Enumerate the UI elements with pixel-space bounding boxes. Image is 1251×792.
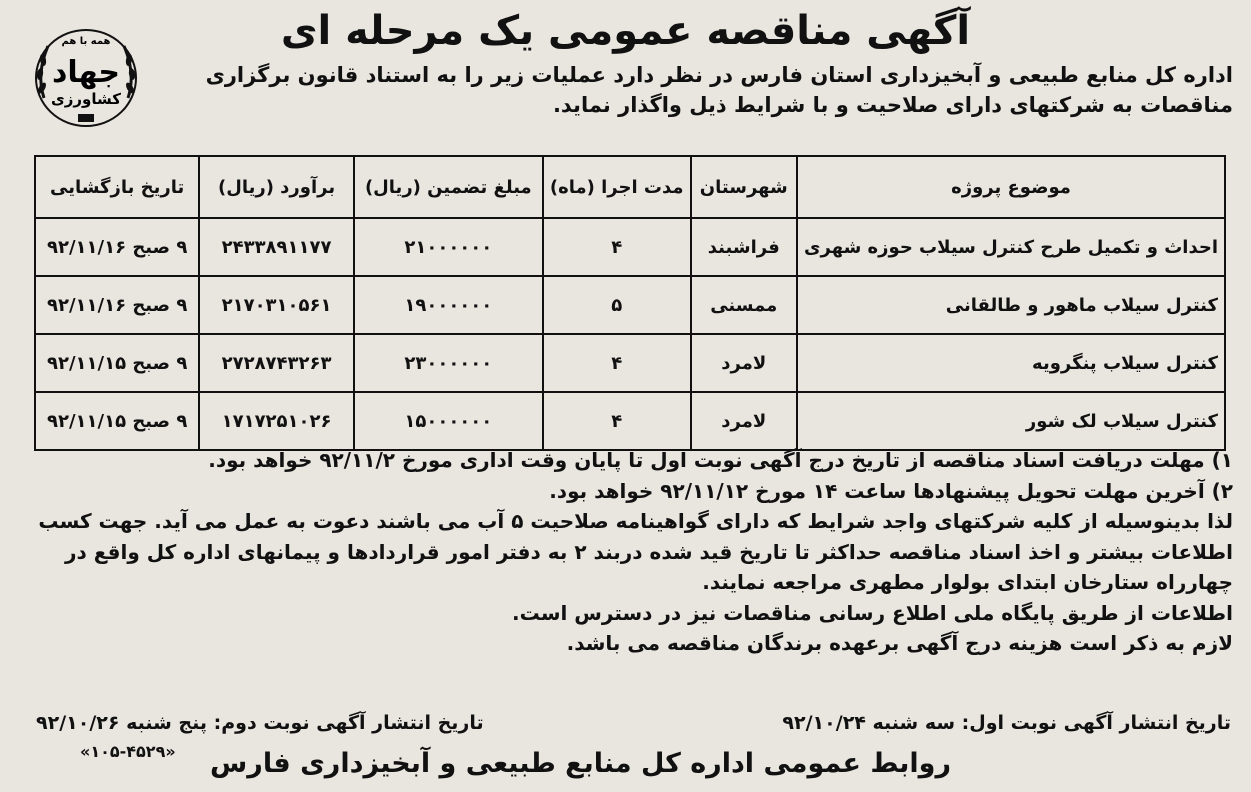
first-publication-date: تاریخ انتشار آگهی نوبت اول: سه شنبه ۹۲/۱۰/۲۴: [782, 712, 1231, 734]
header-estimate: برآورد (ریال): [199, 156, 353, 218]
notes-section: [28, 445, 1233, 659]
cell-duration: ۴: [543, 218, 691, 276]
header-subject: موضوع پروژه: [797, 156, 1225, 218]
note-item: ۱) مهلت دریافت اسناد مناقصه از تاریخ درج آگهی نوبت اول تا پایان وقت اداری مورخ ۹۲/۱۱/۲ خواهد بود.: [208, 448, 1233, 472]
note-item: ۲) آخرین مهلت تحویل پیشنهادها ساعت ۱۴ مورخ ۹۲/۱۱/۱۲ خواهد بود.: [549, 478, 1233, 503]
header-bond: مبلغ تضمین (ریال): [354, 156, 543, 218]
publication-dates: [36, 712, 1231, 742]
notice-title: آگهی مناقصه عمومی یک مرحله ای: [280, 8, 971, 54]
cell-subject: کنترل سیلاب لک شور: [797, 392, 1225, 450]
second-publication-date: تاریخ انتشار آگهی نوبت دوم: پنج شنبه ۹۲/۱۰/۲۶: [36, 712, 484, 734]
cell-opening-date: ۹ صبح ۹۲/۱۱/۱۶: [35, 218, 199, 276]
note-item: اطلاعات از طریق پایگاه ملی اطلاع رسانی مناقصات نیز در دسترس است.: [512, 600, 1233, 625]
cell-subject: کنترل سیلاب ماهور و طالقانی: [797, 276, 1225, 334]
note-item: لازم به ذکر است هزینه درج آگهی برعهده برندگان مناقصه می باشد.: [566, 631, 1233, 655]
cell-opening-date: ۹ صبح ۹۲/۱۱/۱۶: [35, 276, 199, 334]
footer-signature: روابط عمومی اداره کل منابع طبیعی و آبخیزداری فارس: [210, 748, 951, 779]
cell-city: ممسنی: [691, 276, 797, 334]
cell-city: لامرد: [691, 392, 797, 450]
cell-bond: ۱۵۰۰۰۰۰۰: [354, 392, 543, 450]
cell-subject: احداث و تکمیل طرح کنترل سیلاب حوزه شهری: [797, 218, 1225, 276]
cell-estimate: ۲۴۳۳۸۹۱۱۷۷: [199, 218, 353, 276]
header-city: شهرستان: [691, 156, 797, 218]
table-row: [35, 276, 1225, 334]
table-row: [35, 218, 1225, 276]
cell-duration: ۴: [543, 334, 691, 392]
cell-estimate: ۲۷۲۸۷۴۳۲۶۳: [199, 334, 353, 392]
table-header-row: [35, 156, 1225, 218]
cell-bond: ۲۳۰۰۰۰۰۰: [354, 334, 543, 392]
projects-table: [34, 155, 1226, 451]
cell-duration: ۴: [543, 392, 691, 450]
cell-opening-date: ۹ صبح ۹۲/۱۱/۱۵: [35, 334, 199, 392]
cell-subject: کنترل سیلاب پنگرویه: [797, 334, 1225, 392]
intro-paragraph: اداره کل منابع طبیعی و آبخیزداری استان فارس در نظر دارد عملیات زیر را به استناد قانون برگزاری مناقصات به شرکتهای دارای صلاحیت و با شرایط ذیل واگذار نماید.: [205, 63, 1233, 117]
cell-city: فراشبند: [691, 218, 797, 276]
wheat-wreath-icon: [22, 18, 150, 136]
cell-opening-date: ۹ صبح ۹۲/۱۱/۱۵: [35, 392, 199, 450]
svg-text:کشاورزی: کشاورزی: [51, 90, 121, 108]
cell-bond: ۲۱۰۰۰۰۰۰: [354, 218, 543, 276]
notice-code: «۱۰۵-۴۵۲۹»: [80, 742, 176, 761]
cell-bond: ۱۹۰۰۰۰۰۰: [354, 276, 543, 334]
svg-text:جهاد: جهاد: [51, 55, 121, 90]
cell-duration: ۵: [543, 276, 691, 334]
cell-city: لامرد: [691, 334, 797, 392]
jahad-keshavarzi-logo: [22, 18, 150, 136]
cell-estimate: ۲۱۷۰۳۱۰۵۶۱: [199, 276, 353, 334]
note-item: لذا بدینوسیله از کلیه شرکتهای واجد شرایط که دارای گواهینامه صلاحیت ۵ آب می باشند دعوت به عمل می آید. جهت کسب اطلاعات بیشتر و اخذ اسناد مناقصه حداکثر تا تاریخ قید شده دربند ۲ به دفتر امور قراردادها و پیمانهای اداره کل واقع در چهارراه ستارخان ابتدای بولوار مطهری مراجعه نمایند.: [38, 509, 1233, 594]
svg-text:همه با هم: همه با هم: [61, 36, 111, 47]
header-duration: مدت اجرا (ماه): [543, 156, 691, 218]
header-opening-date: تاریخ بازگشایی: [35, 156, 199, 218]
table-row: [35, 392, 1225, 450]
table-row: [35, 334, 1225, 392]
cell-estimate: ۱۷۱۷۲۵۱۰۲۶: [199, 392, 353, 450]
